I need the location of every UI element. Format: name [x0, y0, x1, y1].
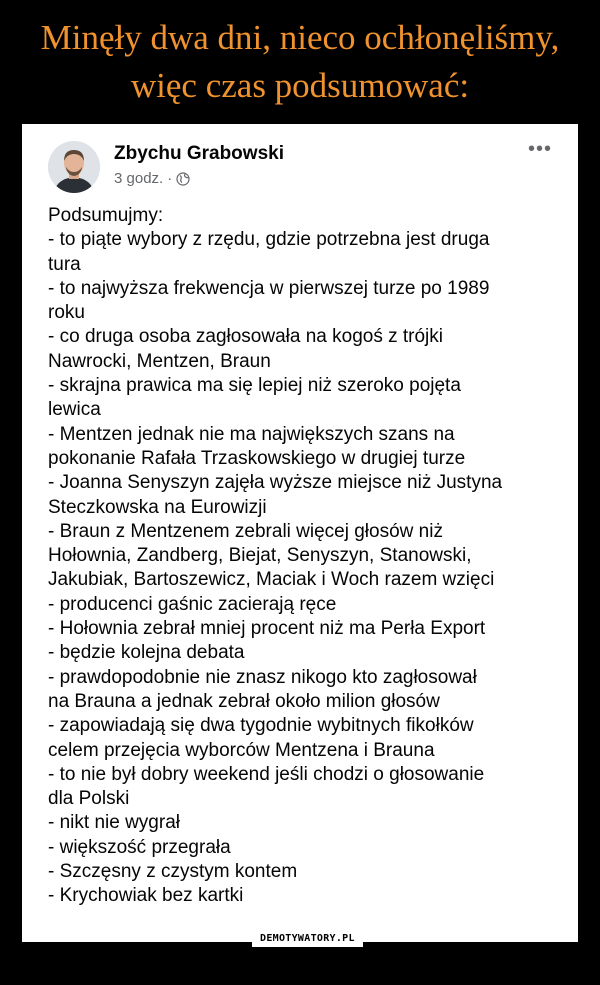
post-line: - skrajna prawica ma się lepiej niż szeroko pojęta: [48, 375, 461, 397]
post-line: - Hołownia zebrał mniej procent niż ma Perła Export: [48, 618, 486, 640]
post-line: - to piąte wybory z rzędu, gdzie potrzebna jest druga: [48, 229, 490, 251]
post-line: Nawrocki, Mentzen, Braun: [48, 350, 271, 372]
post-line: - prawdopodobnie nie znasz nikogo kto zagłosował: [48, 666, 477, 688]
post-line: lewica: [48, 399, 101, 421]
post-line: - nikt nie wygrał: [48, 812, 180, 834]
globe-icon: [176, 172, 190, 186]
post-line: tura: [48, 253, 81, 275]
post-line: - producenci gaśnic zacierają ręce: [48, 593, 337, 615]
headline-line-2: więc czas podsumować:: [130, 66, 470, 105]
author-name[interactable]: Zbychu Grabowski: [114, 143, 284, 164]
post-line: - to nie był dobry weekend jeśli chodzi o głosowanie: [48, 763, 485, 785]
headline-line-1: Minęły dwa dni, nieco ochłonęliśmy,: [40, 18, 560, 57]
post-line: na Brauna a jednak zebrał około milion głosów: [48, 690, 440, 712]
post-line: Podsumujmy:: [48, 205, 164, 226]
post-line: - Joanna Senyszyn zajęła wyższe miejsce niż Justyna: [48, 472, 503, 494]
post-line: - Szczęsny z czystym kontem: [48, 861, 298, 883]
post-line: - to najwyższa frekwencja w pierwszej turze po 1989: [48, 277, 490, 299]
post-line: - zapowiadają się dwa tygodnie wybitnych fikołków: [48, 715, 474, 737]
post-time[interactable]: 3 godz.: [114, 170, 164, 187]
post-line: - Krychowiak bez kartki: [48, 885, 244, 907]
post-line: celem przejęcia wyborców Mentzena i Brauna: [48, 739, 435, 761]
post-line: - będzie kolejna debata: [48, 642, 245, 664]
more-options-icon[interactable]: •••: [527, 138, 552, 160]
post-line: pokonanie Rafała Trzaskowskiego w drugiej turze: [48, 447, 466, 469]
post-line: Hołownia, Zandberg, Biejat, Senyszyn, Stanowski,: [48, 545, 472, 567]
facebook-post-card: [22, 124, 578, 942]
post-line: roku: [48, 302, 85, 324]
post-meta: [114, 170, 190, 187]
post-line: - Braun z Mentzenem zebrali więcej głosów niż: [48, 520, 443, 542]
post-line: - co druga osoba zagłosowała na kogoś z trójki: [48, 326, 444, 348]
post-line: Jakubiak, Bartoszewicz, Maciak i Woch razem wzięci: [48, 569, 495, 591]
avatar[interactable]: [48, 141, 100, 193]
watermark: DEMOTYWATORY.PL: [252, 931, 363, 947]
post-text: [48, 204, 560, 909]
post-line: - Mentzen jednak nie ma największych szans na: [48, 423, 455, 445]
post-line: Steczkowska na Eurowizji: [48, 496, 267, 518]
meta-separator: ·: [167, 170, 173, 187]
post-line: - większość przegrała: [48, 836, 231, 858]
post-line: dla Polski: [48, 788, 130, 810]
headline: [0, 14, 600, 110]
